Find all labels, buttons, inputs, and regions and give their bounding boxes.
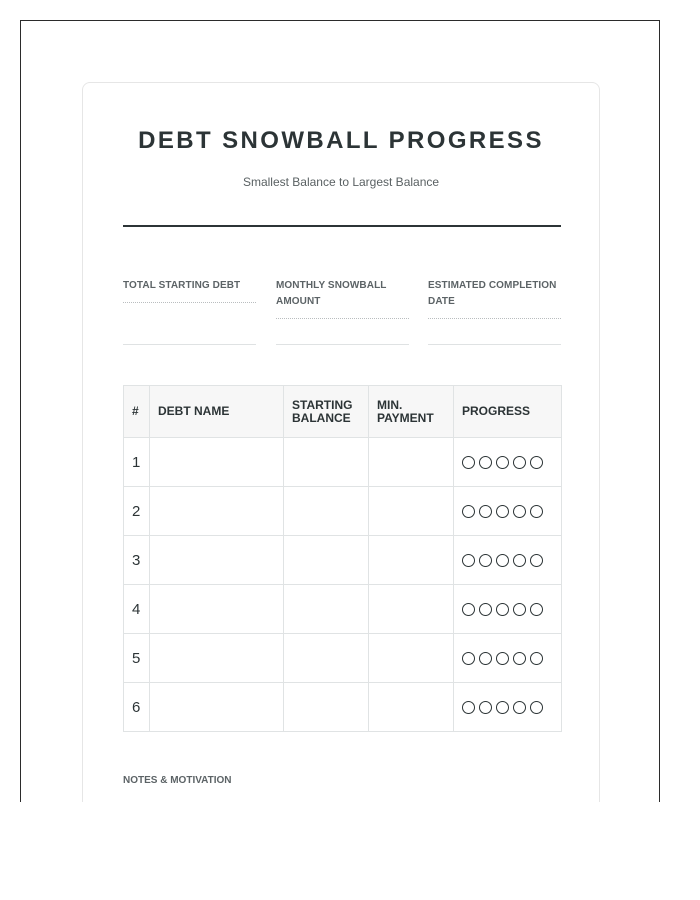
col-header-starting-balance: STARTING BALANCE: [284, 386, 369, 438]
progress-circle-icon[interactable]: [479, 652, 492, 665]
debt-name-cell[interactable]: [150, 487, 284, 536]
progress-circles: [462, 701, 553, 714]
row-number: 2: [124, 487, 150, 536]
row-number: 1: [124, 438, 150, 487]
progress-circle-icon[interactable]: [462, 554, 475, 567]
starting-balance-cell[interactable]: [284, 683, 369, 732]
min-payment-cell[interactable]: [369, 683, 454, 732]
progress-cell: [454, 438, 562, 487]
monthly-snowball-amount-input[interactable]: [276, 310, 409, 319]
col-header-number: #: [124, 386, 150, 438]
row-number: 5: [124, 634, 150, 683]
field-underline: [123, 344, 256, 345]
progress-circle-icon[interactable]: [513, 701, 526, 714]
debt-name-cell[interactable]: [150, 438, 284, 487]
field-underline: [276, 344, 409, 345]
progress-circle-icon[interactable]: [530, 505, 543, 518]
col-header-min-payment: MIN. PAYMENT: [369, 386, 454, 438]
min-payment-cell[interactable]: [369, 536, 454, 585]
col-header-progress: PROGRESS: [454, 386, 562, 438]
notes-label: NOTES & MOTIVATION: [123, 775, 232, 786]
progress-circle-icon[interactable]: [479, 701, 492, 714]
debt-table: [123, 385, 562, 732]
progress-circles: [462, 603, 553, 616]
estimated-completion-date-input[interactable]: [428, 310, 561, 319]
progress-circle-icon[interactable]: [513, 603, 526, 616]
min-payment-cell[interactable]: [369, 634, 454, 683]
starting-balance-cell[interactable]: [284, 438, 369, 487]
progress-circle-icon[interactable]: [479, 456, 492, 469]
progress-cell: [454, 487, 562, 536]
progress-circle-icon[interactable]: [530, 701, 543, 714]
progress-circles: [462, 505, 553, 518]
starting-balance-cell[interactable]: [284, 536, 369, 585]
debt-name-cell[interactable]: [150, 585, 284, 634]
progress-circle-icon[interactable]: [530, 554, 543, 567]
debt-name-cell[interactable]: [150, 683, 284, 732]
progress-circle-icon[interactable]: [496, 603, 509, 616]
min-payment-cell[interactable]: [369, 585, 454, 634]
progress-circle-icon[interactable]: [496, 456, 509, 469]
title-divider: [123, 225, 561, 227]
min-payment-cell[interactable]: [369, 438, 454, 487]
progress-circle-icon[interactable]: [479, 603, 492, 616]
progress-cell: [454, 585, 562, 634]
progress-circle-icon[interactable]: [530, 456, 543, 469]
monthly-snowball-amount-label: MONTHLY SNOWBALL AMOUNT: [276, 280, 387, 307]
table-row: [124, 487, 562, 536]
total-starting-debt-field[interactable]: [123, 278, 256, 303]
total-starting-debt-label: TOTAL STARTING DEBT: [123, 280, 241, 291]
estimated-completion-date-label: ESTIMATED COMPLETION DATE: [428, 280, 557, 307]
table-row: [124, 634, 562, 683]
progress-circle-icon[interactable]: [513, 456, 526, 469]
table-row: [124, 683, 562, 732]
progress-circles: [462, 554, 553, 567]
starting-balance-cell[interactable]: [284, 585, 369, 634]
progress-circle-icon[interactable]: [496, 505, 509, 518]
progress-circle-icon[interactable]: [530, 652, 543, 665]
worksheet-card: [82, 82, 600, 802]
progress-circle-icon[interactable]: [462, 603, 475, 616]
progress-circle-icon[interactable]: [496, 554, 509, 567]
total-starting-debt-input[interactable]: [123, 294, 256, 303]
row-number: 6: [124, 683, 150, 732]
table-row: [124, 585, 562, 634]
debt-name-cell[interactable]: [150, 634, 284, 683]
debt-name-cell[interactable]: [150, 536, 284, 585]
page-frame: [20, 20, 660, 802]
progress-circle-icon[interactable]: [479, 554, 492, 567]
estimated-completion-date-field[interactable]: [428, 278, 561, 319]
table-row: [124, 438, 562, 487]
monthly-snowball-amount-field[interactable]: [276, 278, 409, 319]
progress-circle-icon[interactable]: [462, 505, 475, 518]
row-number: 4: [124, 585, 150, 634]
field-underline: [428, 344, 561, 345]
progress-circle-icon[interactable]: [513, 505, 526, 518]
min-payment-cell[interactable]: [369, 487, 454, 536]
progress-cell: [454, 634, 562, 683]
table-header-row: [124, 386, 562, 438]
progress-circles: [462, 456, 553, 469]
starting-balance-cell[interactable]: [284, 634, 369, 683]
progress-circle-icon[interactable]: [496, 701, 509, 714]
progress-circle-icon[interactable]: [462, 652, 475, 665]
table-row: [124, 536, 562, 585]
progress-circle-icon[interactable]: [479, 505, 492, 518]
page-title: DEBT SNOWBALL PROGRESS: [138, 127, 544, 154]
progress-circle-icon[interactable]: [496, 652, 509, 665]
progress-circles: [462, 652, 553, 665]
progress-cell: [454, 683, 562, 732]
progress-circle-icon[interactable]: [462, 456, 475, 469]
progress-circle-icon[interactable]: [462, 701, 475, 714]
progress-circle-icon[interactable]: [513, 652, 526, 665]
progress-cell: [454, 536, 562, 585]
progress-circle-icon[interactable]: [530, 603, 543, 616]
page-subtitle: Smallest Balance to Largest Balance: [242, 175, 440, 189]
col-header-debt-name: DEBT NAME: [150, 386, 284, 438]
progress-circle-icon[interactable]: [513, 554, 526, 567]
row-number: 3: [124, 536, 150, 585]
starting-balance-cell[interactable]: [284, 487, 369, 536]
